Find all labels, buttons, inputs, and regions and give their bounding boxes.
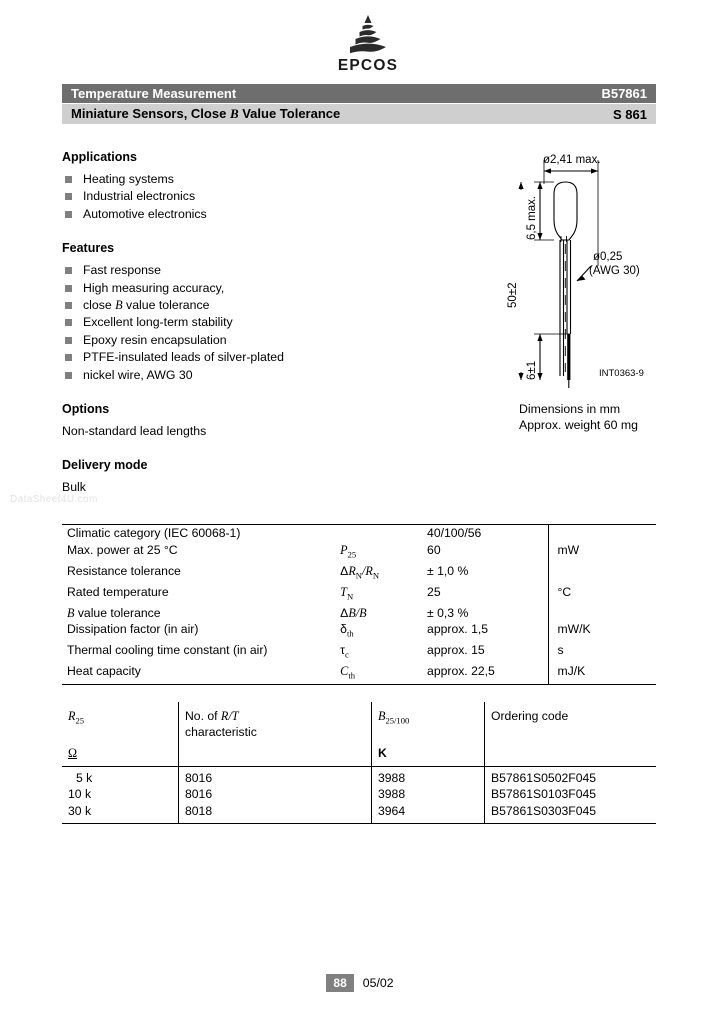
approx-weight-note: Approx. weight 60 mg [519,418,638,432]
spec-unit: °C [548,584,656,605]
spec-value: ± 1,0 % [427,563,469,578]
spec-symbol: ΔB/B [340,605,367,620]
spec-value: 60 [427,542,441,557]
spec-value: approx. 15 [427,643,485,658]
spec-value: approx. 1,5 [427,622,489,637]
options-text: Non-standard lead lengths [62,424,207,439]
list-item: Automotive electronics [62,206,392,222]
options-heading: Options [62,402,110,417]
list-item: Excellent long-term stability [62,314,392,330]
table-row [62,786,656,802]
delivery-mode-heading: Delivery mode [62,458,148,473]
unit-kelvin: K [378,746,387,761]
cell-r25: 5 k [76,771,93,785]
spec-symbol [340,525,427,542]
table-row [62,605,656,622]
spec-value: 40/100/56 [427,526,482,540]
dimensions-unit-note: Dimensions in mm [519,402,621,416]
spec-value: 25 [427,584,441,599]
table-row [62,584,656,605]
header-secondary-title-italic: B [229,106,239,121]
table-row [62,803,656,824]
column-header-b25-100: $B_{25/100}$ K [372,702,485,767]
header-primary-title: Temperature Measurement [71,86,237,101]
logo-wordmark: EPCOS [337,57,399,74]
cell-characteristic: 8018 [179,803,372,824]
column-header-characteristic [179,702,372,767]
spec-unit [548,605,656,622]
cell-b25-100: 3964 [372,803,485,824]
ordering-table [62,702,656,824]
spec-unit [548,563,656,584]
list-item: Fast response [62,262,392,278]
features-heading: Features [62,241,115,256]
header-secondary-code: S 861 [613,106,647,122]
table-row [62,663,656,684]
spec-symbol: $\tau_c$ [340,643,349,660]
col2-italic: R/T [220,709,239,723]
table-row [62,621,656,642]
feature-text-pre: close [83,298,116,313]
cell-r25: 10 k [68,787,92,802]
epcos-triangle-logo-icon [340,14,396,56]
unit-ohm: Ω [68,746,78,761]
footer-date: 05/02 [362,976,394,990]
page-footer [0,974,720,992]
spec-unit: mW/K [548,621,656,642]
cell-b25-100: 3988 [372,767,485,787]
spec-symbol: $P_{25}$ [340,542,357,560]
spec-unit: mW [548,542,656,563]
spec-name: Rated temperature [67,584,169,599]
cell-ordering-code: B57861S0103F045 [485,786,657,802]
table-row [62,525,656,542]
epcos-logo [331,14,405,75]
spec-name: Thermal cooling time constant (in air) [67,643,268,658]
list-item: PTFE-insulated leads of silver-plated [62,349,392,365]
column-header-r25: $R_{25}$ Ω [62,702,179,767]
spec-name: Heat capacity [67,664,141,679]
col2-prefix: No. of [185,709,221,723]
page-number: 88 [326,974,353,992]
spec-symbol: $C_{th}$ [340,664,355,681]
spec-value: approx. 22,5 [427,664,495,679]
cell-b25-100: 3988 [372,786,485,802]
spec-value: ± 0,3 % [427,605,469,620]
spec-symbol: $\Delta R_N/R_N$ [340,563,380,581]
sensor-outline-drawing-icon [498,148,673,393]
header-bar-primary [62,84,656,103]
cell-characteristic: 8016 [179,786,372,802]
spec-unit [548,525,656,542]
cell-ordering-code: B57861S0502F045 [485,767,657,787]
feature-text-italic: B [115,298,123,313]
header-secondary-title-post: Value Tolerance [238,106,341,121]
drawing-ref-code: INT0363-9 [599,368,644,379]
table-row [62,767,656,787]
dim-head-length-label: 6,5 max. [526,195,538,240]
column-header-ordering-code: Ordering code [485,702,657,767]
content-left-column [62,150,392,496]
table-row [62,563,656,584]
feature-text-post: value tolerance [122,298,210,313]
list-item: High measuring accuracy, [62,280,392,296]
spec-name: Dissipation factor (in air) [67,622,199,637]
cell-characteristic: 8016 [179,767,372,787]
specifications-table [62,524,656,685]
spec-unit: mJ/K [548,663,656,684]
list-item: Industrial electronics [62,188,392,204]
lead-awg-label: (AWG 30) [589,265,640,277]
lead-diameter-label: ø0,25 [593,251,623,263]
spec-name: Climatic category (IEC 60068-1) [67,526,241,540]
applications-list [62,171,392,222]
dimensional-drawing [498,148,673,393]
header-secondary-title [71,106,340,122]
table-header-row [62,702,656,767]
list-item: Epoxy resin encapsulation [62,332,392,348]
features-list [62,262,392,383]
spec-unit: s [548,642,656,663]
list-item-continuation: nickel wire, AWG 30 [62,367,392,383]
col2-line2: characteristic [185,725,257,740]
header-bar-secondary [62,104,656,124]
spec-symbol: $T_N$ [340,584,354,602]
list-item: Heating systems [62,171,392,187]
cell-ordering-code: B57861S0303F045 [485,803,657,824]
dim-total-length-label: 50±2 [507,282,519,308]
delivery-mode-text: Bulk [62,480,86,495]
dim-lead-strip-label: 6±1 [526,360,538,380]
watermark-text: DataSheet4U.com [10,494,98,505]
dim-diameter-label: ø2,41 max. [543,154,601,166]
spec-name: B value tolerance [67,605,161,620]
header-primary-code: B57861 [601,86,647,101]
spec-name: Max. power at 25 °C [67,542,178,557]
applications-heading: Applications [62,150,138,164]
table-row [62,542,656,563]
spec-symbol: $\delta_{th}$ [340,622,354,639]
cell-r25: 30 k [68,803,92,818]
drawing-caption [519,401,638,433]
header-secondary-title-pre: Miniature Sensors, Close [71,106,230,121]
spec-name: Resistance tolerance [67,563,181,578]
table-row [62,642,656,663]
list-item-continuation [62,297,392,313]
